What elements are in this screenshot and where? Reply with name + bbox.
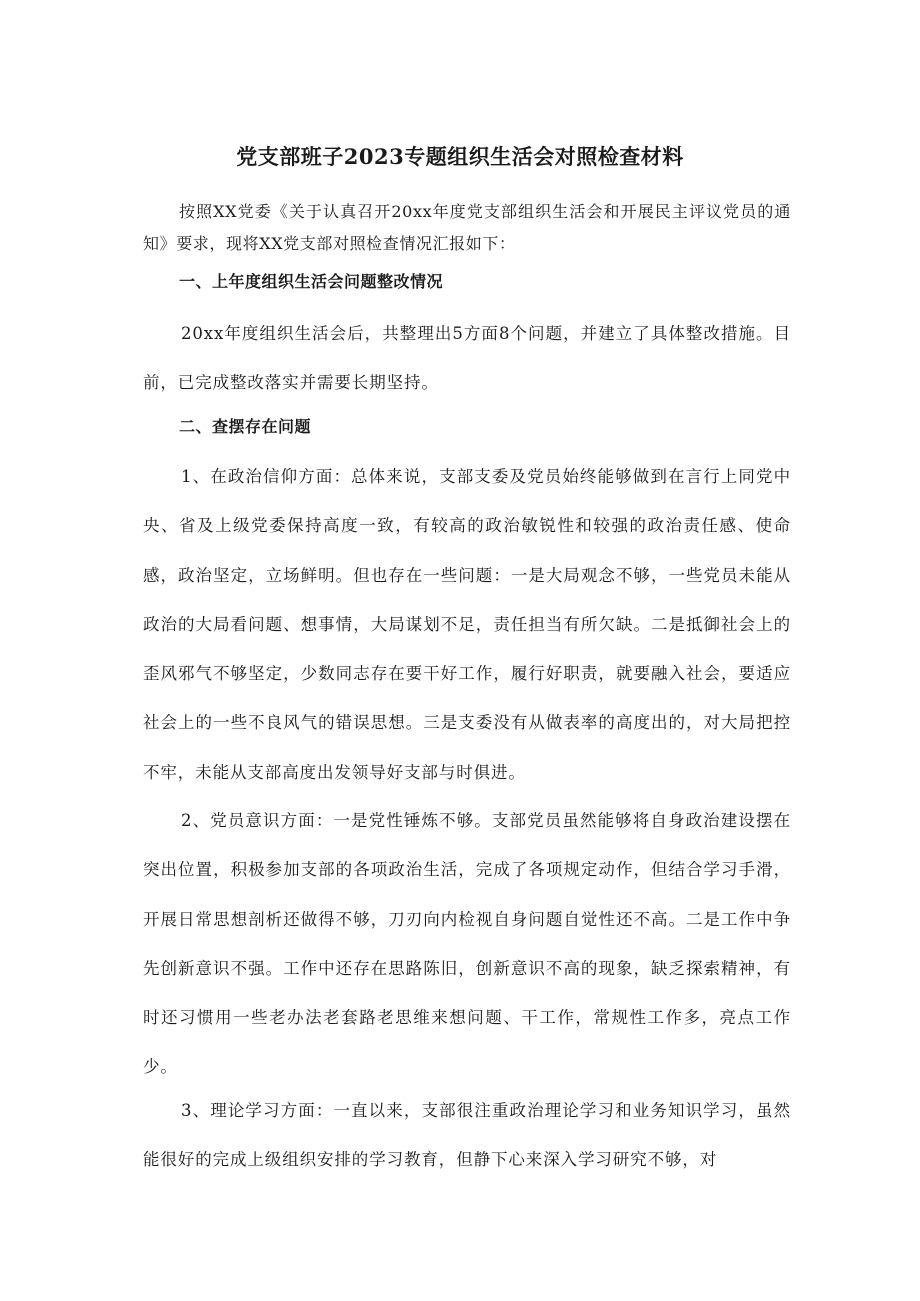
problem-item-political-belief: 1、在政治信仰方面：总体来说，支部支委及党员始终能够做到在言行上同党中央、省及上级党委保持高度一致，有较高的政治敏锐性和较强的政治责任感、使命感，政治坚定，立场鲜明。但也存在一些问题：一是大局观念不够，一些党员未能从政治的大局看问题、想事情，大局谋划不足，责任担当有所欠缺。二是抵御社会上的歪风邪气不够坚定，少数同志存在要干好工作，履行好职责，就要融入社会，要适应社会上的一些不良风气的错误思想。三是支委没有从做表率的高度出的，对大局把控不牢，未能从支部高度出发领导好支部与时俱进。 bbox=[143, 467, 791, 782]
section-heading-problems: 二、查摆存在问题 bbox=[179, 417, 312, 436]
problem-item-party-awareness: 2、党员意识方面：一是党性锤炼不够。支部党员虽然能够将自身政治建设摆在突出位置，积极参加支部的各项政治生活，完成了各项规定动作，但结合学习手滑，开展日常思想剖析还做得不够，刀刃向内检视自身问题自觉性还不高。二是工作中争先创新意识不强。工作中还存在思路陈旧，创新意识不高的现象，缺乏探索精神，有时还习惯用一些老办法老套路老思维来想问题、干工作，常规性工作多，亮点工作少。 bbox=[143, 811, 791, 1077]
rectification-paragraph: 20xx年度组织生活会后，共整理出5方面8个问题，并建立了具体整改措施。目前，已完成整改落实并需要长期坚持。 bbox=[143, 324, 791, 393]
document-title: 党支部班子2023专题组织生活会对照检查材料 bbox=[236, 144, 684, 169]
intro-paragraph: 按照XX党委《关于认真召开20xx年度党支部组织生活会和开展民主评议党员的通知》要求，现将XX党支部对照检查情况汇报如下： bbox=[143, 202, 791, 253]
section-heading-rectification: 一、上年度组织生活会问题整改情况 bbox=[179, 272, 444, 291]
problem-item-theory-study: 3、理论学习方面：一直以来，支部很注重政治理论学习和业务知识学习，虽然能很好的完成上级组织安排的学习教育，但静下心来深入学习研究不够，对 bbox=[143, 1101, 791, 1170]
